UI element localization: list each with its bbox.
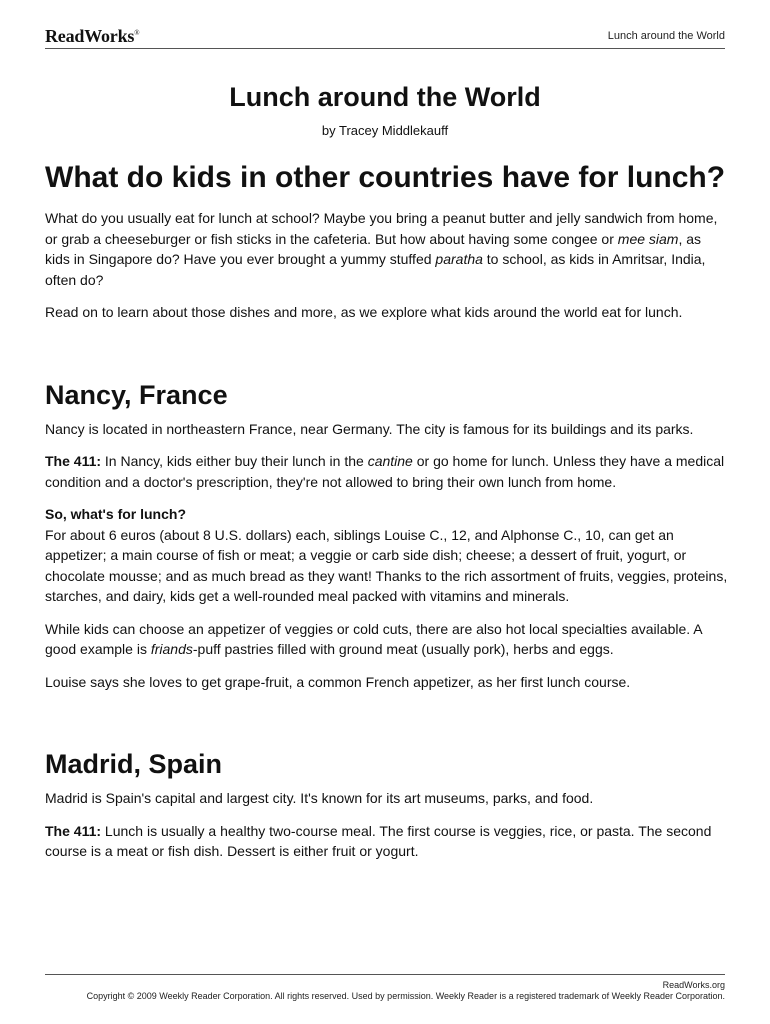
article-title: Lunch around the World [229, 82, 541, 112]
paragraph-text: While kids can choose an appetizer of veggies or cold cuts, there are also hot local specialties available. A good example is [45, 620, 702, 657]
subheading-whats-for-lunch: So, what's for lunch? [45, 506, 186, 522]
section-heading-nancy: Nancy, France [45, 379, 228, 410]
page-footer [45, 974, 725, 1002]
paragraph-text: or go home for lunch. Unless they have a medical condition and a doctor's prescription, they're not allowed to bring their own lunch from home. [45, 453, 725, 490]
registered-mark: ® [134, 29, 140, 37]
running-title: Lunch around the World [607, 30, 725, 42]
footer-site: ReadWorks.org [662, 980, 725, 990]
readworks-logo [45, 26, 139, 47]
nancy-411-paragraph [45, 451, 728, 492]
article-heading: What do kids in other countries have for lunch? [45, 161, 726, 194]
intro-text: , as kids in Singapore do? Have you ever brought a yummy stuffed [45, 230, 702, 267]
logo-text: ReadWorks [45, 26, 135, 46]
nancy-paragraph-1: Nancy is located in northeastern France, near Germany. The city is famous for its buildings and its parks. [45, 420, 694, 437]
article-byline: by Tracey Middlekauff [321, 123, 449, 138]
dish-name: mee siam [617, 230, 679, 247]
article-body [45, 160, 728, 862]
nancy-louise-paragraph: Louise says she loves to get grape-fruit, a common French appetizer, as her first lunch course. [45, 673, 631, 690]
label-411: The 411: [45, 453, 102, 469]
dish-name: paratha [435, 251, 483, 267]
intro-text: to school, as kids in Amritsar, India, often do? [45, 251, 706, 288]
intro-text: What do you usually eat for lunch at school? Maybe you bring a peanut butter and jelly sandwich from home, or grab a cheeseburger or fish sticks in the cafeteria. But how about having some congee or [45, 210, 718, 247]
term: friands [150, 641, 193, 657]
paragraph-text: For about 6 euros (about 8 U.S. dollars) each, siblings Louise C., 12, and Alphonse C., 10, can get an appetizer; a main course of fish or meat; a veggie or carb side dish; cheese; a dessert of fruit, yogurt, or chocolate mousse; and as much bread as they want! Thanks to the rich assortment of fruits, veggies, proteins, starches, and dairy, kids get a well-rounded meal packed with vitamins and minerals. [45, 526, 728, 604]
intro-paragraph-1 [45, 208, 728, 290]
paragraph-text: Lunch is usually a healthy two-course meal. The first course is veggies, rice, or pasta. The second course is a meat or fish dish. Dessert is either fruit or yogurt. [45, 822, 712, 859]
madrid-paragraph-1: Madrid is Spain's capital and largest city. It's known for its art museums, parks, and food. [45, 790, 594, 806]
footer-copyright: Copyright © 2009 Weekly Reader Corporation. All rights reserved. Used by permission. Weekly Reader is a registered trademark of Weekly Reader Corporation. [86, 991, 725, 1001]
intro-paragraph-2: Read on to learn about those dishes and more, as we explore what kids around the world eat for lunch. [45, 304, 683, 320]
nancy-lunch-paragraph [45, 504, 728, 607]
paragraph-text: -puff pastries filled with ground meat (usually pork), herbs and eggs. [192, 641, 614, 657]
madrid-411-paragraph [45, 821, 728, 862]
section-heading-madrid: Madrid, Spain [45, 749, 223, 779]
nancy-specialties-paragraph [45, 619, 728, 660]
term: cantine [367, 453, 413, 469]
label-411: The 411: [45, 822, 102, 839]
page-header [45, 24, 725, 49]
paragraph-text: In Nancy, kids either buy their lunch in the [101, 453, 368, 469]
